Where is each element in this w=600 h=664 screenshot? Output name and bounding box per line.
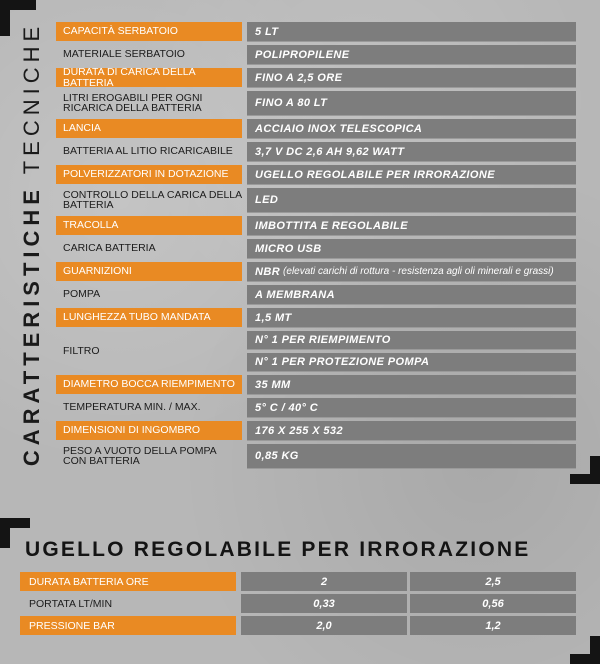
spec-row (56, 45, 576, 65)
spec-row (56, 68, 576, 88)
spec-row (56, 119, 576, 139)
spec-label: LANCIA (56, 119, 242, 138)
spec-row (56, 22, 576, 42)
spec-value (247, 142, 576, 162)
spec-row (56, 421, 576, 441)
nozzle-table (20, 572, 576, 638)
spec-label: TRACOLLA (56, 216, 242, 235)
spec-value-text: 0,85 KG (255, 450, 299, 462)
section-title: UGELLO REGOLABILE PER IRRORAZIONE (25, 538, 531, 561)
side-title-bold: CARATTERISTICHE (19, 185, 45, 467)
spec-value (247, 444, 576, 469)
corner-mid-left-v (0, 518, 10, 548)
spec-value (247, 375, 576, 395)
spec-row (56, 262, 576, 282)
spec-label: DIAMETRO BOCCA RIEMPIMENTO (56, 375, 242, 394)
nozzle-row (20, 594, 576, 613)
spec-value-text: 1,5 MT (255, 311, 292, 324)
spec-value (247, 165, 576, 185)
spec-value (247, 285, 576, 305)
spec-value-text: IMBOTTITA E REGOLABILE (255, 219, 409, 232)
spec-label: CARICA BATTERIA (63, 242, 156, 255)
spec-value-text: ACCIAIO INOX TELESCOPICA (255, 122, 423, 135)
spec-value (247, 22, 576, 42)
spec-value: N° 1 PER PROTEZIONE POMPA (247, 353, 576, 372)
spec-label: FILTRO (63, 345, 100, 358)
spec-value (247, 119, 576, 139)
spec-row (56, 165, 576, 185)
spec-value (247, 262, 576, 282)
specs-table (56, 22, 576, 472)
nozzle-value: 2,5 (410, 572, 576, 591)
spec-label: BATTERIA AL LITIO RICARICABILE (63, 145, 233, 158)
spec-value (247, 188, 576, 213)
spec-row (56, 239, 576, 259)
spec-row (56, 188, 576, 213)
spec-row (56, 398, 576, 418)
spec-value (247, 398, 576, 418)
spec-value: N° 1 PER RIEMPIMENTO (247, 331, 576, 350)
spec-row-filtro (56, 331, 576, 372)
spec-value (247, 68, 576, 88)
spec-row (56, 91, 576, 116)
spec-value (247, 308, 576, 328)
corner-top-left-v (0, 0, 10, 36)
spec-label: CONTROLLO DELLA CARICA DELLA BATTERIA (63, 188, 242, 211)
spec-label: POMPA (63, 288, 101, 301)
spec-label: LUNGHEZZA TUBO MANDATA (56, 308, 242, 327)
nozzle-row (20, 572, 576, 591)
spec-value (247, 91, 576, 116)
spec-row (56, 375, 576, 395)
spec-value (247, 216, 576, 236)
corner-mid-right-v (590, 456, 600, 484)
spec-label: PESO A VUOTO DELLA POMPA CON BATTERIA (63, 444, 217, 467)
spec-value (247, 45, 576, 65)
spec-value-text: FINO A 80 LT (255, 97, 328, 109)
nozzle-value: 2,0 (241, 616, 407, 635)
spec-value-text: FINO A 2,5 ORE (255, 71, 343, 84)
spec-value (247, 421, 576, 441)
spec-label: CAPACITÀ SERBATOIO (56, 22, 242, 41)
side-title (20, 20, 45, 468)
nozzle-label: PRESSIONE BAR (20, 616, 236, 635)
side-title-light: TECNICHE (19, 21, 45, 175)
spec-row (56, 216, 576, 236)
spec-value-text: POLIPROPILENE (255, 48, 350, 61)
spec-value-text: MICRO USB (255, 242, 322, 255)
spec-value-note: (elevati carichi di rottura - resistenza agli oli minerali e grassi) (283, 266, 554, 277)
corner-bottom-right-v (590, 636, 600, 664)
spec-value-text: UGELLO REGOLABILE PER IRRORAZIONE (255, 168, 495, 181)
spec-row (56, 142, 576, 162)
spec-row (56, 444, 576, 469)
spec-value-text: 3,7 V DC 2,6 AH 9,62 WATT (255, 145, 405, 158)
nozzle-value: 0,33 (241, 594, 407, 613)
spec-label: POLVERIZZATORI IN DOTAZIONE (56, 165, 242, 184)
spec-label: TEMPERATURA MIN. / MAX. (63, 401, 201, 414)
spec-label: DIMENSIONI DI INGOMBRO (56, 421, 242, 440)
nozzle-row (20, 616, 576, 635)
spec-value-text: NBR (255, 265, 281, 278)
spec-label: MATERIALE SERBATOIO (63, 48, 185, 61)
nozzle-label: PORTATA LT/MIN (29, 597, 113, 610)
nozzle-value: 0,56 (410, 594, 576, 613)
spec-label: GUARNIZIONI (56, 262, 242, 281)
nozzle-value: 2 (241, 572, 407, 591)
spec-label: DURATA DI CARICA DELLA BATTERIA (56, 68, 242, 87)
spec-row (56, 308, 576, 328)
nozzle-value: 1,2 (410, 616, 576, 635)
spec-value-text: 5 LT (255, 25, 279, 38)
spec-row (56, 285, 576, 305)
spec-value-text: 5° C / 40° C (255, 401, 319, 414)
spec-value (247, 239, 576, 259)
spec-value-text: 176 X 255 X 532 (255, 424, 343, 437)
spec-value-text: A MEMBRANA (255, 288, 335, 301)
nozzle-label: DURATA BATTERIA ORE (20, 572, 236, 591)
spec-value-text: 35 MM (255, 378, 291, 391)
spec-value-text: LED (255, 194, 279, 206)
spec-label: LITRI EROGABILI PER OGNI RICARICA DELLA BATTERIA (63, 91, 203, 114)
